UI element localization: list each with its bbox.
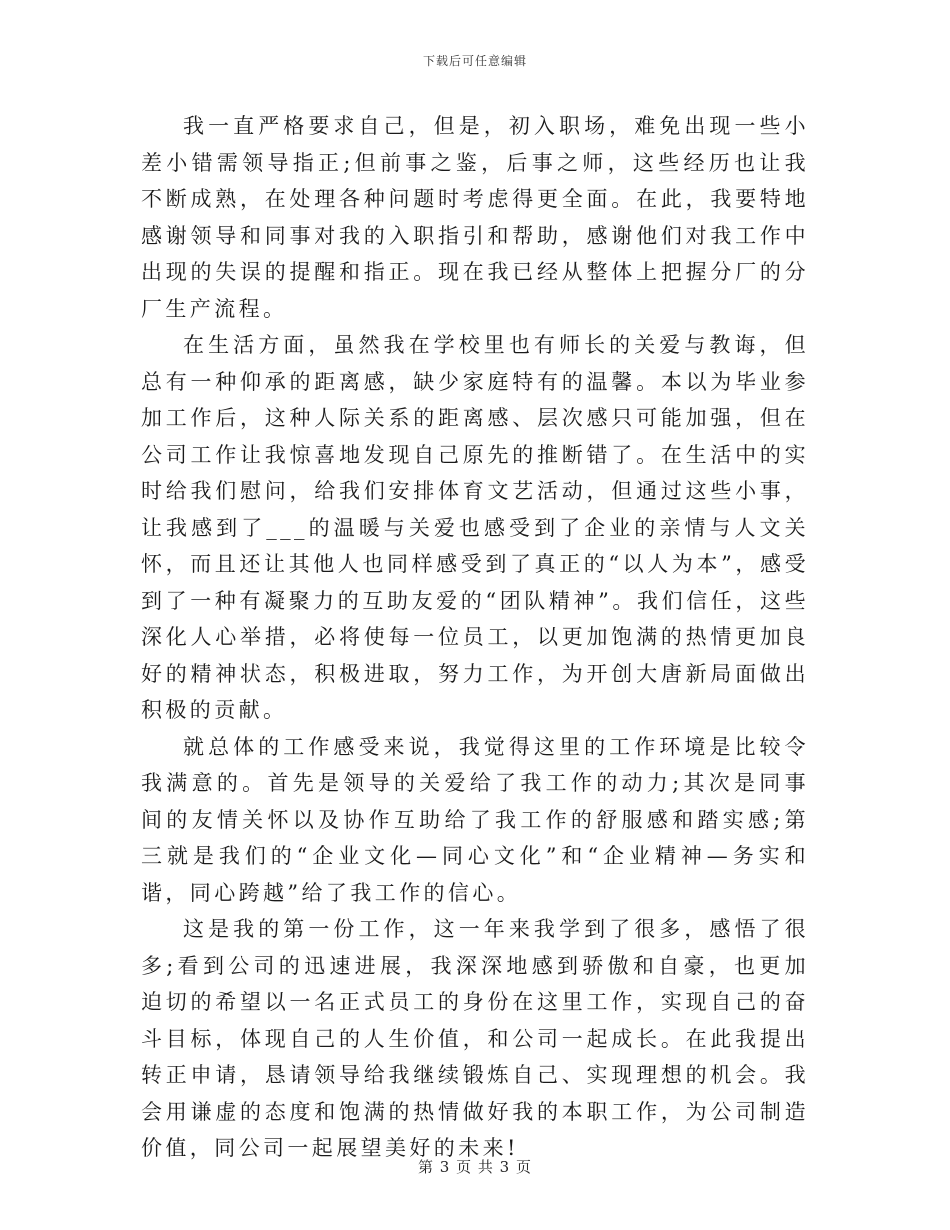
document-body [141, 108, 809, 1167]
paragraph-4: 这是我的第一份工作，这一年来我学到了很多，感悟了很多;看到公司的迅速进展，我深深地感到骄傲和自豪，也更加迫切的希望以一名正式员工的身份在这里工作，实现自己的奋斗目标，体现自己的人生价值，和公司一起成长。在此我提出转正申请，恳请领导给我继续锻炼自己、实现理想的机会。我会用谦虚的态度和饱满的热情做好我的本职工作，为公司制造价值，同公司一起展望美好的未来! [141, 917, 809, 1160]
paragraph-3: 就总体的工作感受来说，我觉得这里的工作环境是比较令我满意的。首先是领导的关爱给了我工作的动力;其次是同事间的友情关怀以及协作互助给了我工作的舒服感和踏实感;第三就是我们的“企业文化—同心文化”和“企业精神—务实和谐，同心跨越”给了我工作的信心。 [141, 734, 809, 905]
page-header: 下载后可任意编辑 [422, 54, 527, 68]
paragraph-2: 在生活方面，虽然我在学校里也有师长的关爱与教诲，但总有一种仰承的距离感，缺少家庭特有的温馨。本以为毕业参加工作后，这种人际关系的距离感、层次感只可能加强，但在公司工作让我惊喜地发现自己原先的推断错了。在生活中的实时给我们慰问，给我们安排体育文艺活动，但通过这些小事，让我感到了___的温暖与关爱也感受到了企业的亲情与人文关怀，而且还让其他人也同样感受到了真正的“以人为本”，感受到了一种有凝聚力的互助友爱的“团队精神”。我们信任，这些深化人心举措，必将使每一位员工，以更加饱满的热情更加良好的精神状态，积极进取，努力工作，为开创大唐新局面做出积极的贡献。 [141, 333, 809, 722]
paragraph-1: 我一直严格要求自己，但是，初入职场，难免出现一些小差小错需领导指正;但前事之鉴，后事之师，这些经历也让我不断成熟，在处理各种问题时考虑得更全面。在此，我要特地感谢领导和同事对我的入职指引和帮助，感谢他们对我工作中出现的失误的提醒和指正。现在我已经从整体上把握分厂的分厂生产流程。 [141, 114, 809, 321]
page-footer: 第 3 页 共 3 页 [418, 1158, 532, 1176]
